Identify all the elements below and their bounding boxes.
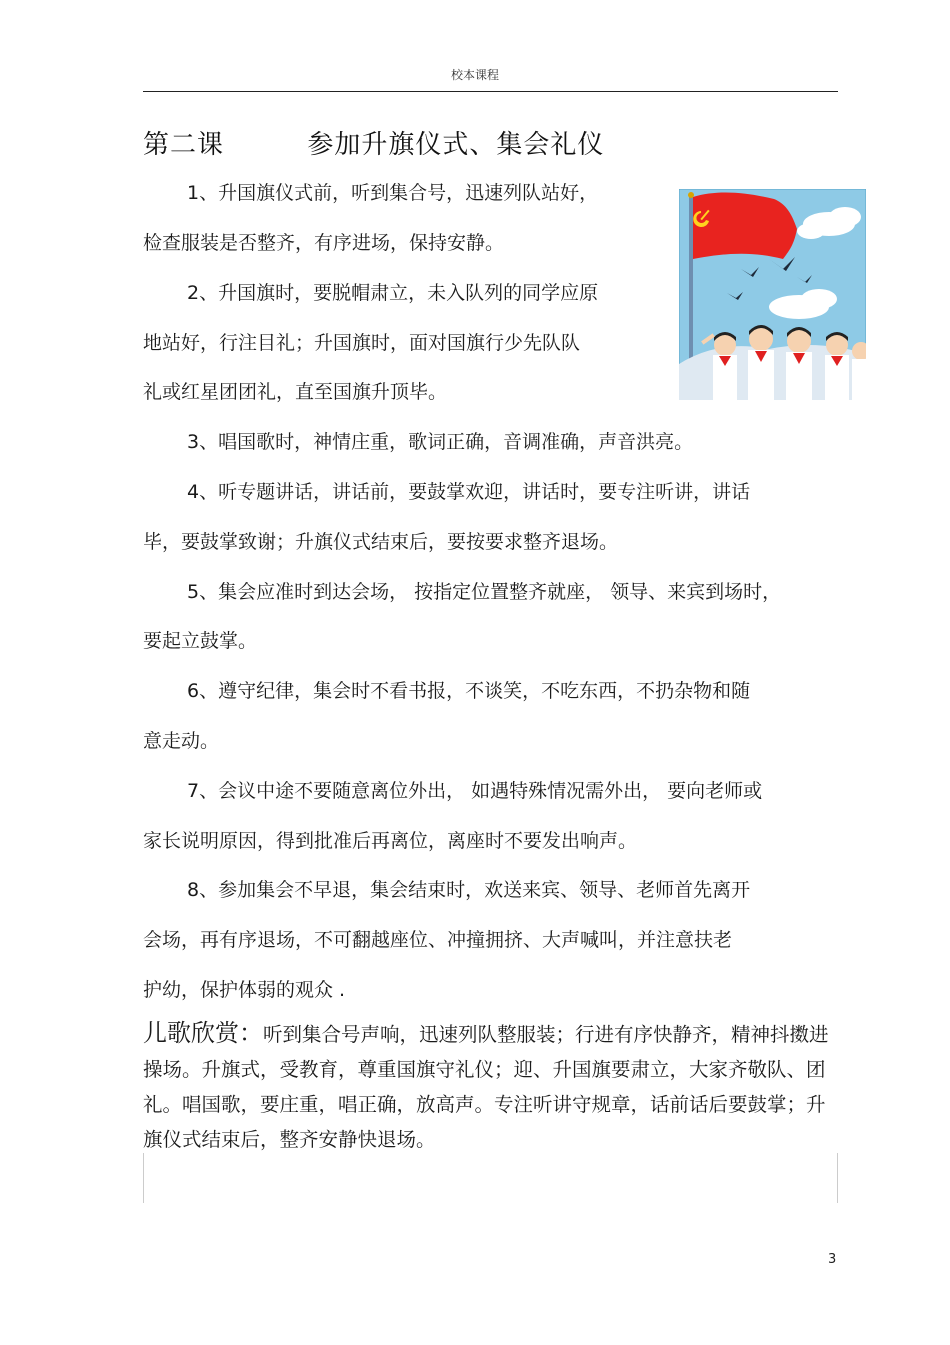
rhyme-body: 听到集合号声响，迅速列队整服装；行进有序快静齐，精神抖擞进操场。升旗式，受教育，尊重国旗守礼仪；迎、升国旗要肃立，大家齐敬队、团礼。唱国歌，要庄重，唱正确，放高声。专注听讲守规章，话前话后要鼓掌；升旗仪式结束后，整齐安静快退场。 [143, 1023, 829, 1151]
item-2-line-1: 2、升国旗时，要脱帽肃立，未入队列的同学应原 [187, 282, 599, 304]
item-7-line-1: 7、会议中途不要随意离位外出， 如遇特殊情况需外出， 要向老师或 [187, 780, 763, 802]
page-number: 3 [828, 1252, 837, 1267]
lesson-number: 第二课 [143, 130, 225, 160]
item-8-line-1: 8、参加集会不早退，集会结束时，欢送来宾、领导、老师首先离开 [187, 879, 751, 901]
item-2-line-2: 地站好，行注目礼；升国旗时，面对国旗行少先队队 [143, 332, 581, 354]
item-8-line-2: 会场，再有序退场，不可翻越座位、冲撞拥挤、大声喊叫，并注意扶老 [143, 929, 733, 951]
item-6-line-1: 6、遵守纪律，集会时不看书报，不谈笑，不吃东西，不扔杂物和随 [187, 680, 751, 702]
item-4-line-1: 4、听专题讲话，讲话前，要鼓掌欢迎，讲话时，要专注听讲，讲话 [187, 481, 751, 503]
child-figure [852, 342, 866, 400]
child-figure [748, 325, 774, 400]
item-2-line-3: 礼或红星团团礼，直至国旗升顶毕。 [143, 381, 448, 403]
right-margin-rule [837, 1153, 838, 1203]
child-figure [786, 327, 812, 400]
item-7-line-2: 家长说明原因，得到批准后再离位，离座时不要发出响声。 [143, 830, 638, 852]
left-margin-rule [143, 1153, 144, 1203]
item-8-line-3: 护幼，保护体弱的观众 . [143, 979, 346, 1001]
header-rule [143, 91, 838, 92]
item-5-line-1: 5、集会应准时到达会场， 按指定位置整齐就座， 领导、来宾到场时， [187, 581, 782, 603]
lesson-title [143, 124, 604, 161]
nursery-rhyme [143, 1016, 837, 1157]
lesson-name: 参加升旗仪式、集会礼仪 [307, 130, 605, 160]
rhyme-heading: 儿歌欣赏： [143, 1019, 263, 1047]
flag-raising-illustration [679, 189, 866, 400]
page-header: 校本课程 [450, 68, 499, 82]
item-1-line-1: 1、升国旗仪式前，听到集合号，迅速列队站好， [187, 182, 599, 204]
item-5-line-2: 要起立鼓掌。 [143, 630, 258, 652]
item-6-line-2: 意走动。 [143, 730, 220, 752]
child-figure [825, 332, 849, 400]
item-1-line-2: 检查服装是否整齐，有序进场，保持安静。 [143, 232, 505, 254]
item-4-line-2: 毕，要鼓掌致谢；升旗仪式结束后，要按要求整齐退场。 [143, 531, 619, 553]
item-3-line-1: 3、唱国歌时，神情庄重，歌词正确，音调准确，声音洪亮。 [187, 431, 694, 453]
